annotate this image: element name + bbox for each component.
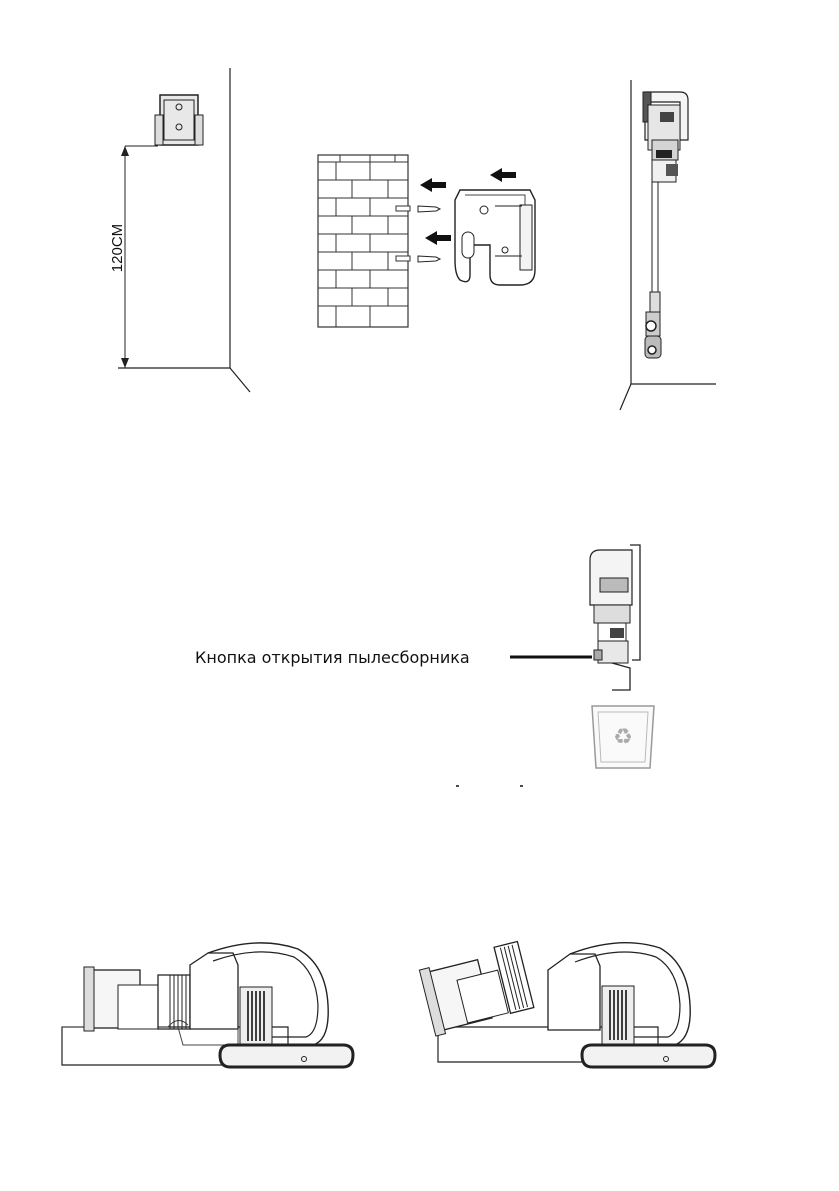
recycle-bin-icon <box>592 706 654 768</box>
handheld-vacuum-sideview-closed <box>58 945 358 1075</box>
handheld-vacuum-sideview-open <box>420 930 720 1060</box>
height-dimension-label: 120CM <box>109 223 126 273</box>
handheld-vacuum-vertical <box>590 545 640 690</box>
dustbin-button-label: Кнопка открытия пылесборника <box>195 648 470 667</box>
svg-text:♻: ♻ <box>613 725 633 750</box>
